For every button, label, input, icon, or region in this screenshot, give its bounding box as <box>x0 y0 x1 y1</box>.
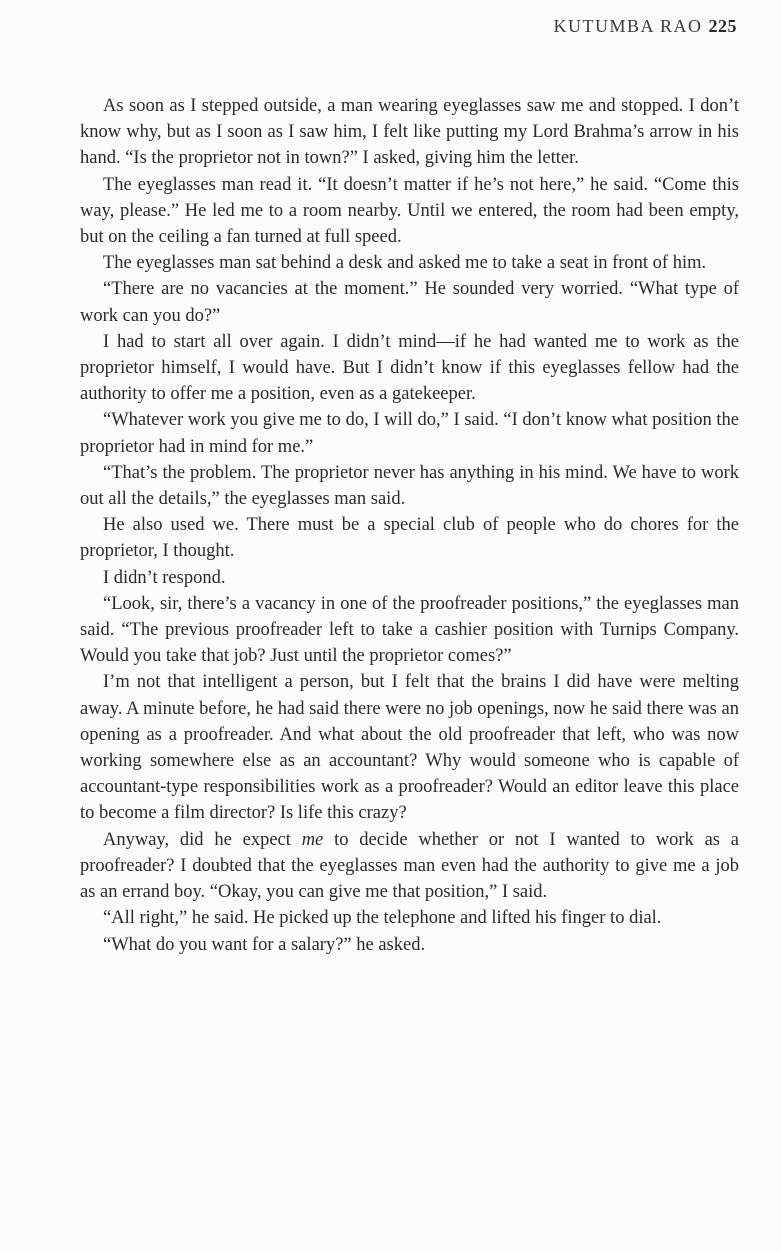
paragraph: “That’s the problem. The proprietor never has anything in his mind. We have to work out all the details,” the eyeglasses man said. <box>80 462 739 510</box>
running-header <box>553 16 737 37</box>
paragraph: “Whatever work you give me to do, I will do,” I said. “I don’t know what position the proprietor had in mind for me.” <box>80 410 739 457</box>
paragraph: “Look, sir, there’s a vacancy in one of the proofreader positions,” the eyeglasses man said. “The previous proofreader left to take a cashier position with Turnips Company. Would you take that job? Just until the proprietor comes?” <box>80 593 739 667</box>
paragraph <box>80 827 739 906</box>
paragraph: “All right,” he said. He picked up the telephone and lifted his finger to dial. <box>103 908 662 929</box>
paragraph: The eyeglasses man sat behind a desk and asked me to take a seat in front of him. <box>103 253 707 274</box>
body-text <box>80 93 739 958</box>
paragraph: As soon as I stepped outside, a man wearing eyeglasses saw me and stopped. I don’t know why, but as I soon as I saw him, I felt like putting my Lord Brahma’s arrow in his hand. “Is the proprietor not in town?” I asked, giving him the letter. <box>80 96 739 169</box>
paragraph: The eyeglasses man read it. “It doesn’t matter if he’s not here,” he said. “Come this way, please.” He led me to a room nearby. Until we entered, the room had been empty, but on the ceiling a fan turned at full speed. <box>80 174 739 248</box>
paragraph-text: Anyway, did he expect <box>103 829 302 850</box>
paragraph: I had to start all over again. I didn’t mind—if he had wanted me to work as the proprietor himself, I would have. But I didn’t know if this eyeglasses fellow had the authority to offer me a position, even as a gatekeeper. <box>80 331 739 405</box>
paragraph: “There are no vacancies at the moment.” He sounded very worried. “What type of work can you do?” <box>80 279 739 326</box>
paragraph: I’m not that intelligent a person, but I felt that the brains I did have were melting away. A minute before, he had said there were no job openings, now he said there was an opening as a proofreader. And what about the old proofreader that left, who was now working somewhere else as an accountant? Why would someone who is capable of accountant-type responsibilities work as a proofreader? Would an editor leave this place to become a film director? Is life this crazy? <box>80 672 739 824</box>
emphasis: me <box>301 829 324 850</box>
page-number: 225 <box>708 16 737 36</box>
paragraph: He also used we. There must be a special club of people who do chores for the proprietor, I thought. <box>80 515 739 562</box>
running-title: KUTUMBA RAO <box>553 16 703 36</box>
paragraph: I didn’t respond. <box>103 567 226 588</box>
paragraph-text: to decide whether or not I wanted to work as a proofreader? I doubted that the eyeglasses man even had the authority to give me a job as an errand boy. “Okay, you can give me that position,” I said. <box>80 829 739 903</box>
paragraph: “What do you want for a salary?” he asked. <box>103 934 426 955</box>
